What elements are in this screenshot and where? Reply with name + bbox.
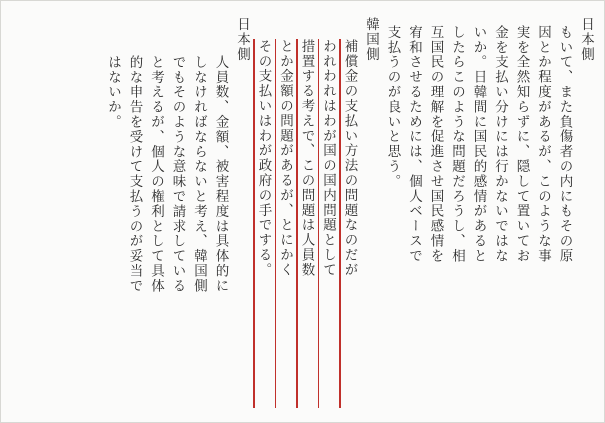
document-body [1, 1, 604, 422]
red-underline-mark [296, 39, 298, 408]
text-column: 宥和させるためには、個人ベースで [406, 25, 422, 264]
text-column: その支払いはわが政府の手でする。 [252, 11, 274, 414]
speaker-label: 日本側 [578, 17, 594, 63]
text-column: 実を全然知らずに、隠して置いてお [513, 25, 530, 264]
text-column: しなければならないと考え、韓国側 [191, 55, 207, 294]
speaker-label: 日本側 [234, 17, 250, 63]
text-column: 人員数、金額、被害程度は具体的に [212, 55, 229, 294]
red-underline-mark [318, 39, 320, 408]
text-column: 措置する考えで、この問題は人員数 [295, 11, 317, 414]
text-column: もいて、また負傷者の内にもその原 [556, 25, 573, 264]
text-column: われわれはわが国の国内問題として [317, 11, 339, 414]
red-underline-mark [275, 39, 277, 408]
text-column: 因とか程度があるが、このような事 [535, 25, 551, 264]
text-column: でもそのような意味で請求している [169, 55, 186, 294]
red-underline-mark [253, 39, 255, 408]
text-column: 互国民の理解を促進させ国民感情を [427, 25, 444, 264]
text-column: とか金額の問題があるが、とにかく [274, 11, 296, 414]
red-underline-mark [339, 39, 341, 408]
text-column: と考えるが、個人の権利として具体 [148, 55, 164, 294]
text-column: 補償金の支払い方法の問題なのだが [338, 11, 360, 414]
text-column: いか。日韓間に国民的感情があると [470, 25, 487, 264]
text-column: 金を支払い分けには行かないではな [492, 25, 508, 264]
text-column: 的な申告を受けて支払うのが妥当で [126, 55, 143, 294]
speaker-label: 韓国側 [363, 17, 379, 63]
text-column: したらこのような問題だろうし、相 [449, 25, 465, 264]
text-column: はないか。 [105, 55, 121, 130]
text-column: 支払うのが良いと思う。 [384, 25, 401, 189]
